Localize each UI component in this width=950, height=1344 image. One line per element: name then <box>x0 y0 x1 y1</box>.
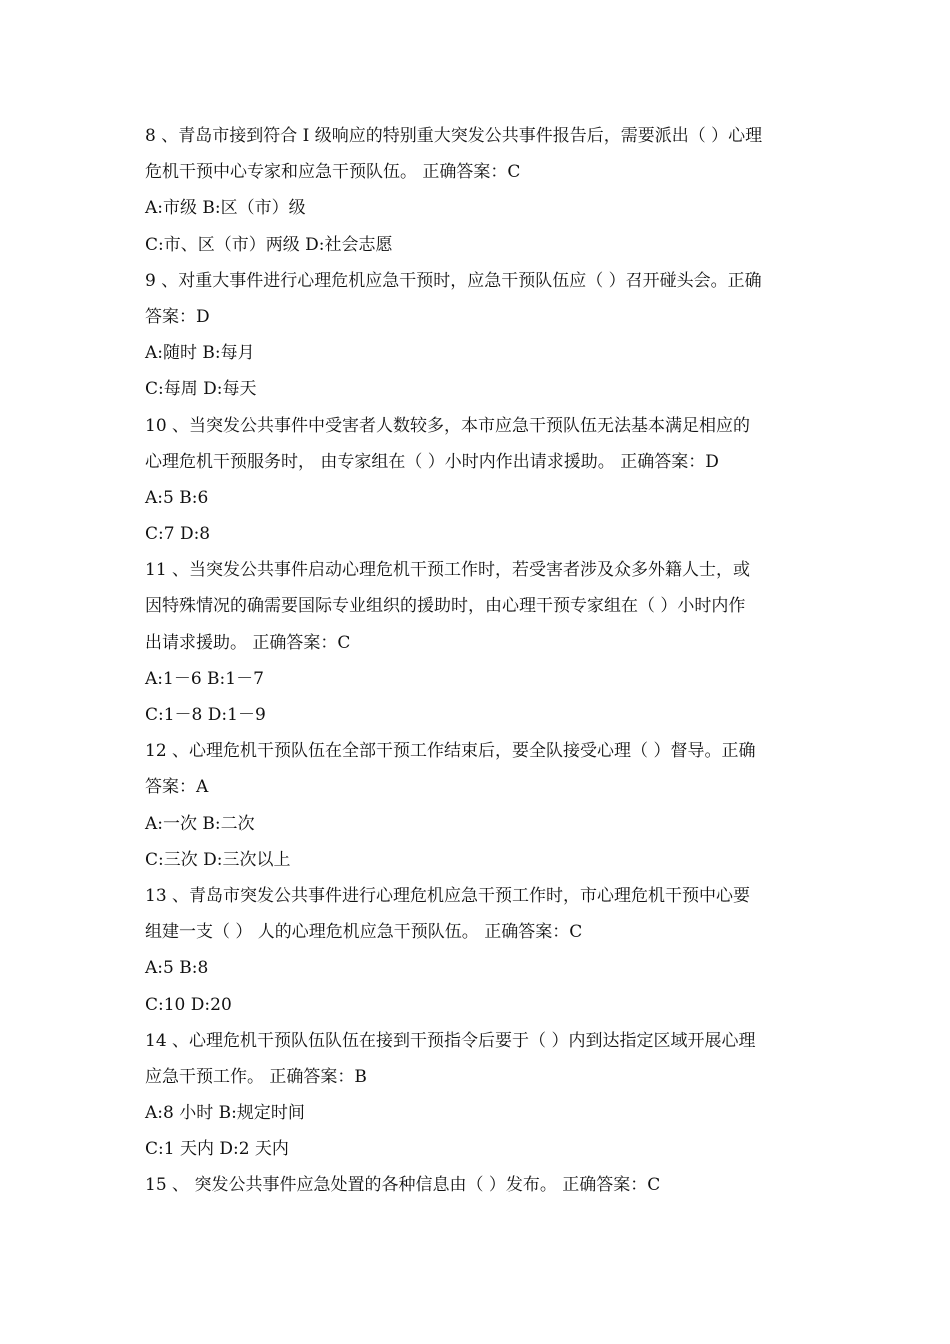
question-block <box>145 263 810 408</box>
question-stem-continuation: 组建一支（ ） 人的心理危机应急干预队伍。 正确答案：C <box>145 922 583 943</box>
question-stem: 14 、心理危机干预队伍队伍在接到干预指令后要于（ ）内到达指定区域开展心理 <box>145 1030 756 1051</box>
answer-options: A:8 小时 B:规定时间 <box>145 1103 305 1124</box>
answer-options: A:5 B:8 <box>145 958 209 979</box>
answer-options: C:1 天内 D:2 天内 <box>145 1139 289 1160</box>
question-stem: 9 、对重大事件进行心理危机应急干预时，应急干预队伍应（ ）召开碰头会。正确 <box>145 270 762 291</box>
question-stem-continuation: 因特殊情况的确需要国际专业组织的援助时，由心理干预专家组在（ ）小时内作 <box>145 596 746 617</box>
question-stem: 10 、当突发公共事件中受害者人数较多，本市应急干预队伍无法基本满足相应的 <box>145 415 751 436</box>
question-stem: 12 、心理危机干预队伍在全部干预工作结束后，要全队接受心理（ ）督导。正确 <box>145 741 756 762</box>
question-stem-continuation: 应急干预工作。 正确答案：B <box>145 1066 367 1087</box>
answer-options: C:10 D:20 <box>145 994 232 1015</box>
question-stem-continuation: 答案：D <box>145 306 210 327</box>
question-stem: 8 、青岛市接到符合 I 级响应的特别重大突发公共事件报告后，需要派出（ ）心理 <box>145 126 763 146</box>
answer-options: C:三次 D:三次以上 <box>145 849 291 870</box>
answer-options: C:市、区（市）两级 D:社会志愿 <box>145 234 393 255</box>
question-stem: 13 、青岛市突发公共事件进行心理危机应急干预工作时，市心理危机干预中心要 <box>145 885 751 906</box>
question-list <box>145 118 810 1204</box>
question-stem-continuation: 出请求援助。 正确答案：C <box>145 632 351 653</box>
question-block <box>145 1167 810 1203</box>
question-block <box>145 733 810 878</box>
answer-options: A:随时 B:每月 <box>145 343 255 364</box>
question-block <box>145 878 810 1023</box>
question-stem-continuation: 危机干预中心专家和应急干预队伍。 正确答案：C <box>145 162 521 183</box>
question-block <box>145 118 810 263</box>
question-block <box>145 408 810 553</box>
answer-options: C:7 D:8 <box>145 524 211 545</box>
answer-options: A:市级 B:区（市）级 <box>145 198 306 219</box>
answer-options: A:一次 B:二次 <box>145 813 255 834</box>
question-block <box>145 1023 810 1168</box>
answer-options: A:1－6 B:1－7 <box>145 668 264 689</box>
question-stem: 11 、当突发公共事件启动心理危机干预工作时，若受害者涉及众多外籍人士，或 <box>145 560 751 581</box>
answer-options: C:1－8 D:1－9 <box>145 705 266 725</box>
answer-options: A:5 B:6 <box>145 487 209 508</box>
question-block <box>145 552 810 733</box>
answer-options: C:每周 D:每天 <box>145 379 257 400</box>
question-stem: 15 、 突发公共事件应急处置的各种信息由（ ）发布。 正确答案：C <box>145 1175 661 1196</box>
question-stem-continuation: 答案：A <box>145 777 209 798</box>
question-stem-continuation: 心理危机干预服务时， 由专家组在（ ）小时内作出请求援助。 正确答案：D <box>145 451 719 472</box>
